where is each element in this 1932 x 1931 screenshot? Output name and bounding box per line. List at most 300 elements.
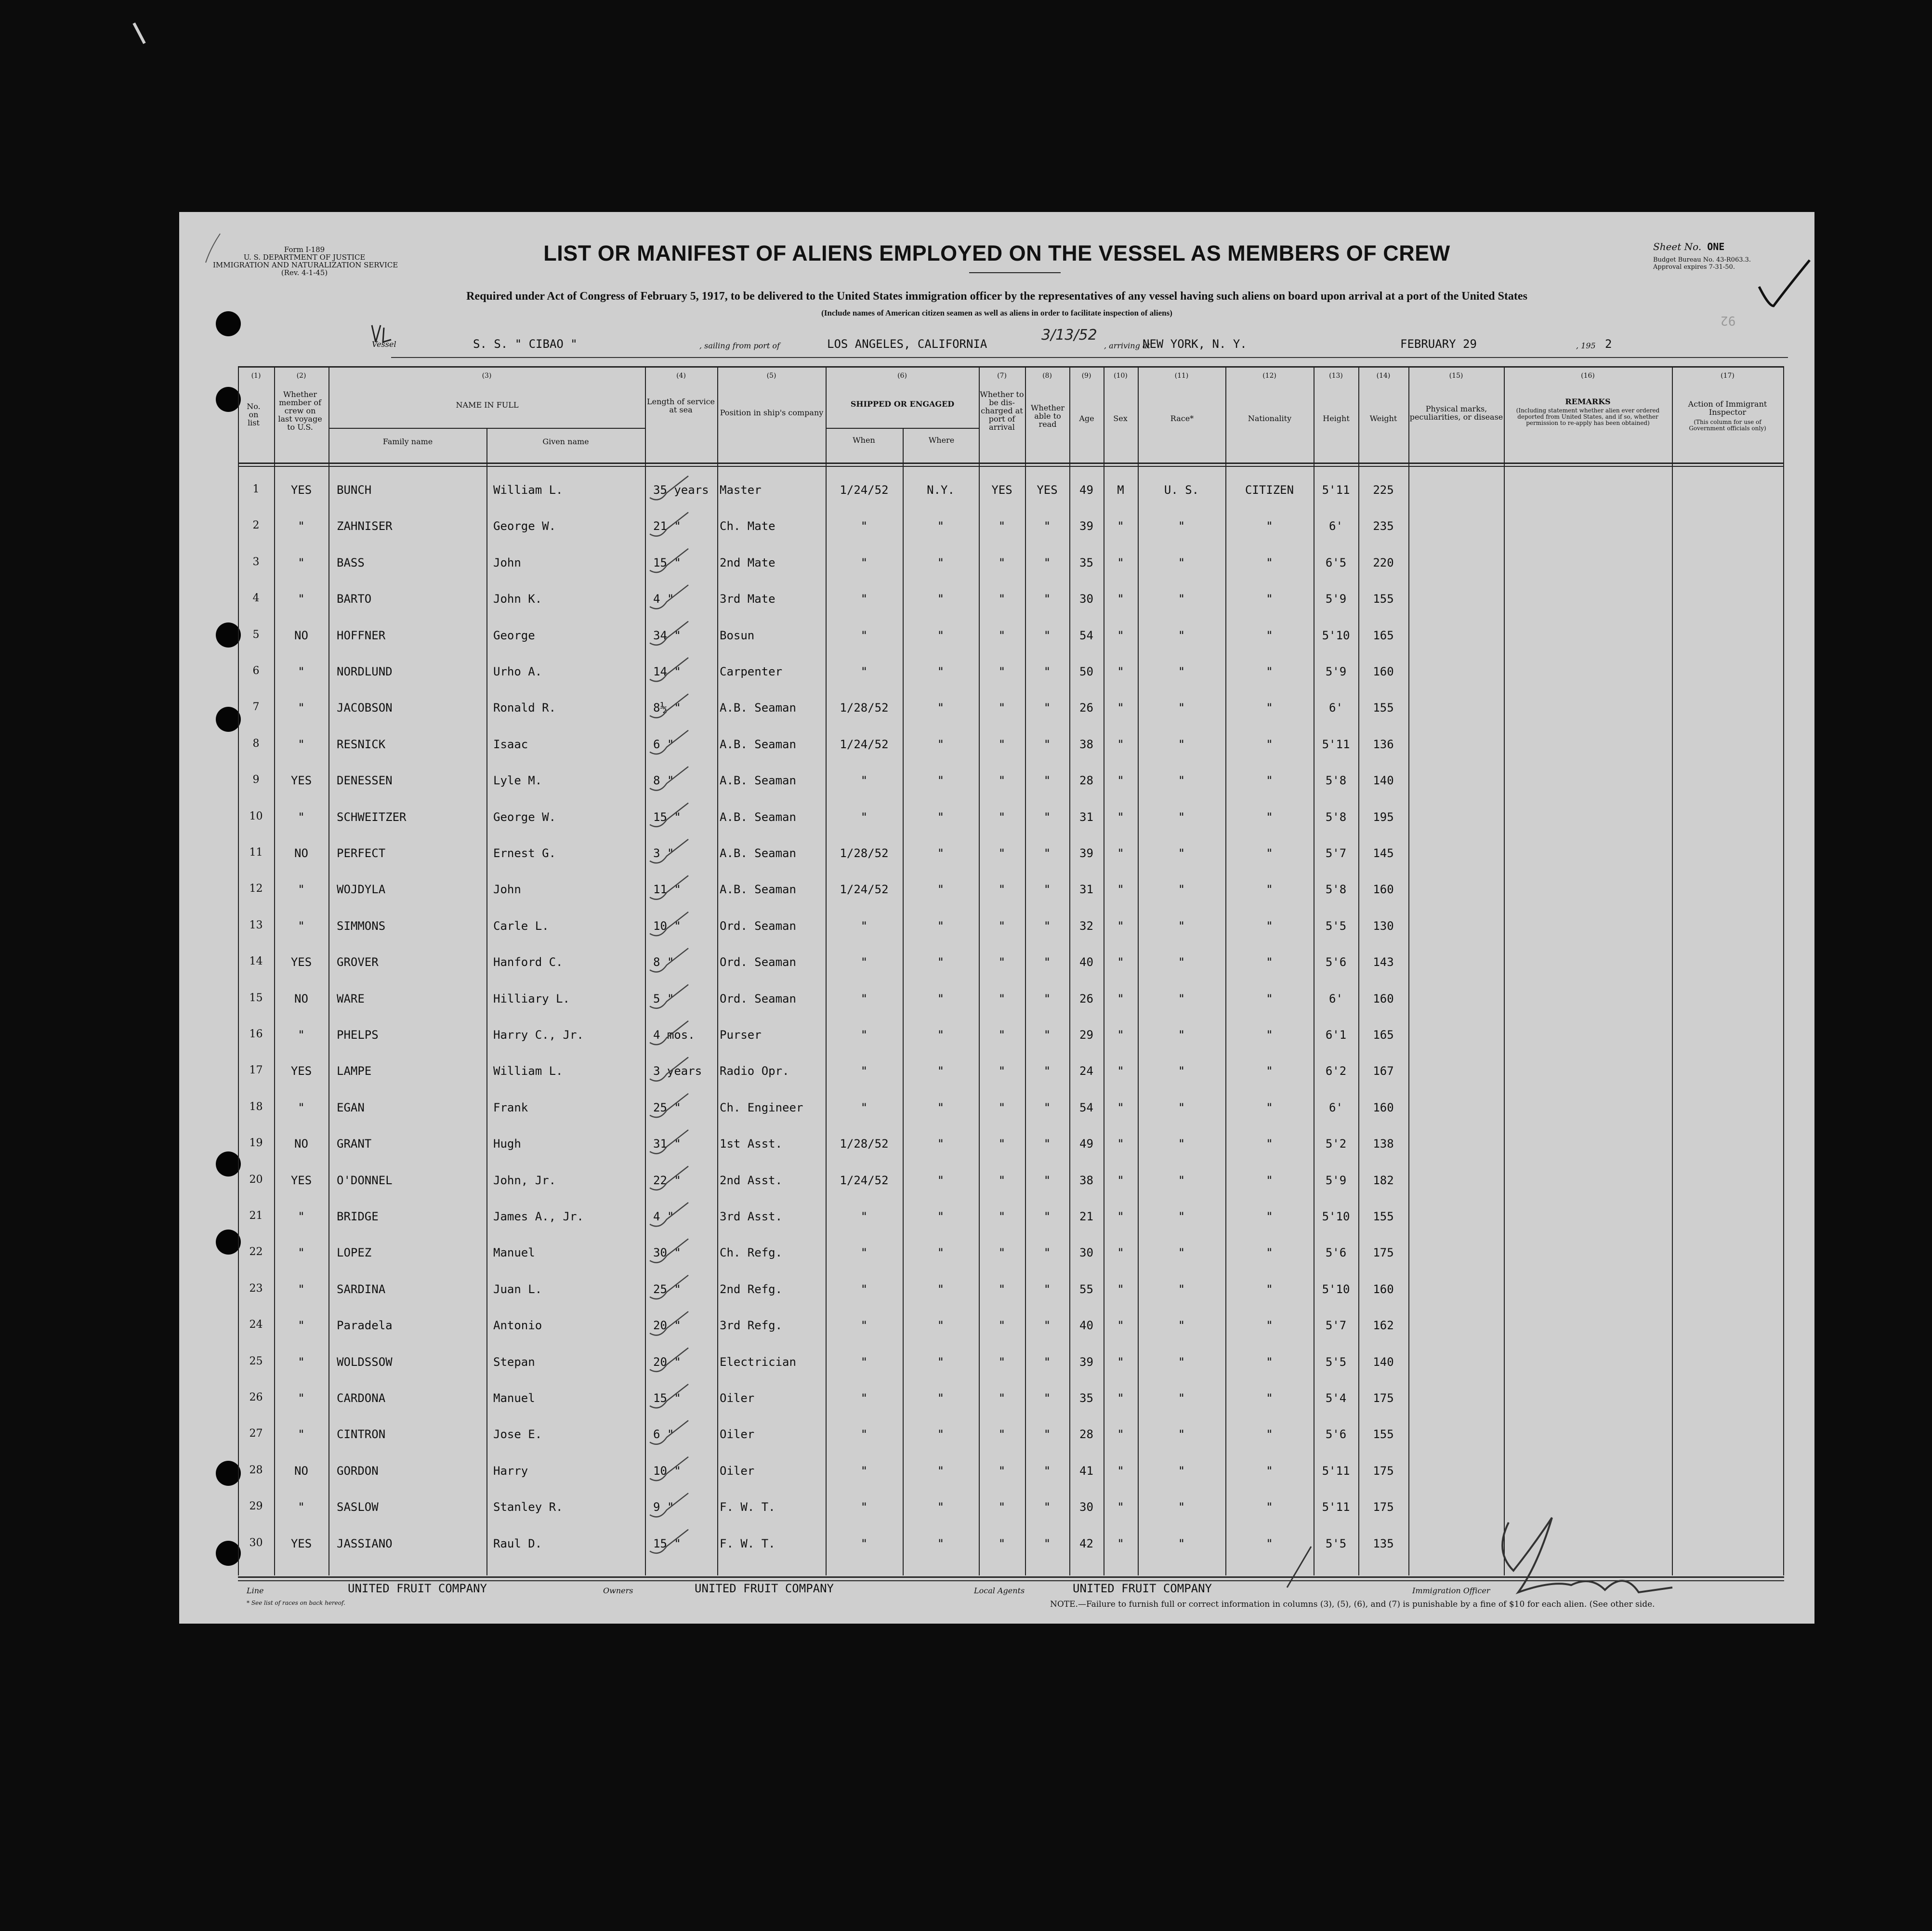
header-discharged: Whether to be dis-charged at port of arrival (980, 390, 1024, 432)
cell-height: 5'7 (1325, 1319, 1347, 1333)
cell-weight: 155 (1373, 1428, 1394, 1442)
cell-length: 14 " (653, 665, 681, 678)
cell-height: 6'1 (1325, 1028, 1347, 1042)
from-port: LOS ANGELES, CALIFORNIA (827, 337, 987, 351)
cell-no: 17 (249, 1064, 263, 1077)
table-top-rule (238, 366, 1784, 368)
cell-age: 38 (1079, 737, 1093, 751)
cell-sex: " (1117, 810, 1124, 824)
cell-when: " (860, 1500, 868, 1514)
cell-height: 5'11 (1322, 483, 1350, 497)
cell-weight: 160 (1373, 992, 1394, 1005)
owners-label: Owners (603, 1586, 633, 1595)
cell-member: " (298, 883, 305, 897)
cell-family: PERFECT (337, 846, 386, 860)
cell-nat: " (1266, 955, 1273, 969)
punch-hole (216, 1541, 241, 1566)
column-number: (13) (1329, 372, 1343, 380)
cell-nat: " (1266, 1355, 1273, 1369)
cell-given: Jose E. (493, 1428, 542, 1442)
cell-weight: 225 (1373, 483, 1394, 497)
column-number: (14) (1376, 372, 1391, 380)
cell-nat: " (1266, 592, 1273, 606)
header-remarks: REMARKS (1565, 397, 1611, 406)
cell-given: Antonio (493, 1319, 542, 1333)
cell-race: " (1178, 992, 1185, 1005)
header-name: NAME IN FULL (456, 400, 519, 410)
cell-disch: " (998, 955, 1006, 969)
cell-where: " (937, 628, 945, 642)
cell-length: 22 " (653, 1173, 681, 1187)
cell-age: 50 (1079, 665, 1093, 678)
cell-given: Raul D. (493, 1536, 542, 1550)
cell-sex: " (1117, 846, 1124, 860)
form-revision: (Rev. 4-1-45) (281, 268, 328, 277)
cell-nat: " (1266, 1210, 1273, 1223)
cell-race: " (1178, 665, 1185, 678)
column-number: (16) (1581, 372, 1595, 380)
cell-member: " (298, 1319, 305, 1333)
cell-nat: " (1266, 883, 1273, 897)
cell-where: " (937, 519, 945, 533)
cell-age: 54 (1079, 1100, 1093, 1114)
cell-position: 3rd Mate (720, 592, 775, 606)
cell-member: NO (294, 1137, 308, 1151)
cell-read: " (1043, 919, 1051, 933)
cell-nat: " (1266, 774, 1273, 788)
cell-given: William L. (493, 1064, 563, 1078)
cell-position: A.B. Seaman (720, 810, 796, 824)
cell-no: 27 (249, 1428, 263, 1440)
agents-label: Local Agents (974, 1586, 1025, 1595)
cell-disch: " (998, 1355, 1006, 1369)
cell-weight: 182 (1373, 1173, 1394, 1187)
cell-where: " (937, 592, 945, 606)
cell-weight: 235 (1373, 519, 1394, 533)
column-number: (9) (1081, 372, 1091, 380)
cell-no: 24 (249, 1319, 263, 1331)
cell-sex: " (1117, 1210, 1124, 1223)
cell-weight: 175 (1373, 1464, 1394, 1478)
cell-sex: " (1117, 992, 1124, 1005)
cell-read: " (1043, 883, 1051, 897)
agents-value: UNITED FRUIT COMPANY (1073, 1582, 1212, 1595)
cell-race: " (1178, 1282, 1185, 1296)
cell-member: YES (290, 1536, 312, 1550)
header-action-sub: (This column for use of Government officials only) (1689, 419, 1766, 432)
cell-member: " (298, 1282, 305, 1296)
cell-family: PHELPS (337, 1028, 379, 1042)
cell-given: Carle L. (493, 919, 549, 933)
column-rule (1783, 366, 1784, 1575)
header-rule (238, 466, 1784, 467)
cell-age: 42 (1079, 1536, 1093, 1550)
cell-no: 16 (249, 1028, 263, 1040)
cell-no: 14 (249, 955, 263, 968)
cell-age: 54 (1079, 628, 1093, 642)
cell-age: 38 (1079, 1173, 1093, 1187)
cell-weight: 165 (1373, 1028, 1394, 1042)
cell-nat: " (1266, 701, 1273, 715)
cell-weight: 143 (1373, 955, 1394, 969)
cell-age: 40 (1079, 955, 1093, 969)
cell-height: 6' (1329, 992, 1343, 1005)
header-physical: Physical marks, peculiarities, or disease (1409, 404, 1503, 422)
cell-age: 26 (1079, 701, 1093, 715)
cell-nat: " (1266, 1428, 1273, 1442)
cell-race: " (1178, 1100, 1185, 1114)
cell-read: " (1043, 1536, 1051, 1550)
cell-race: " (1178, 1210, 1185, 1223)
cell-nat: " (1266, 1100, 1273, 1114)
cell-position: A.B. Seaman (720, 846, 796, 860)
races-note: * See list of races on back hereof. (247, 1600, 345, 1606)
cell-length: 9 " (653, 1500, 674, 1514)
cell-given: Ernest G. (493, 846, 556, 860)
cell-age: 31 (1079, 810, 1093, 824)
cell-no: 6 (252, 665, 260, 677)
vessel-name: S. S. " CIBAO " (473, 337, 578, 351)
crew-table (238, 366, 1784, 1575)
cell-no: 25 (249, 1355, 263, 1367)
cell-height: 6'2 (1325, 1064, 1347, 1078)
cell-disch: YES (991, 483, 1012, 497)
cell-family: CINTRON (337, 1428, 386, 1442)
cell-when: " (860, 1319, 868, 1333)
budget-number: Budget Bureau No. 43-R063.3. (1653, 256, 1751, 264)
cell-no: 8 (252, 737, 260, 750)
cell-no: 20 (249, 1173, 263, 1186)
cell-given: Hilliary L. (493, 992, 570, 1005)
cell-nat: " (1266, 810, 1273, 824)
cell-weight: 165 (1373, 628, 1394, 642)
cell-sex: " (1117, 1282, 1124, 1296)
cell-when: " (860, 774, 868, 788)
cell-age: 39 (1079, 1355, 1093, 1369)
header-where: Where (928, 436, 955, 445)
column-rule (1672, 366, 1673, 1575)
cell-age: 39 (1079, 519, 1093, 533)
cell-family: SASLOW (337, 1500, 379, 1514)
cell-position: Carpenter (720, 665, 783, 678)
cell-no: 12 (249, 883, 263, 895)
pencil-mark-icon (196, 229, 230, 267)
cell-where: " (937, 1028, 945, 1042)
cell-member: " (298, 919, 305, 933)
cell-height: 6' (1329, 701, 1343, 715)
cell-disch: " (998, 1173, 1006, 1187)
header-race: Race* (1170, 414, 1194, 423)
cell-position: 2nd Mate (720, 555, 775, 569)
shipped-subrule (827, 428, 979, 429)
cell-weight: 136 (1373, 737, 1394, 751)
cell-family: JASSIANO (337, 1536, 393, 1550)
header-member: Whether member of crew on last voyage to U.S. (278, 390, 322, 432)
cell-no: 4 (252, 592, 260, 605)
name-subrule (329, 428, 645, 429)
officer-label: Immigration Officer (1412, 1586, 1490, 1595)
cell-read: " (1043, 1173, 1051, 1187)
cell-when: " (860, 1355, 868, 1369)
cell-when: " (860, 1428, 868, 1442)
sheet-value: ONE (1707, 241, 1725, 252)
cell-where: " (937, 955, 945, 969)
cell-age: 29 (1079, 1028, 1093, 1042)
cell-when: 1/24/52 (840, 737, 889, 751)
cell-height: 6'5 (1325, 555, 1347, 569)
cell-race: " (1178, 628, 1185, 642)
cell-position: A.B. Seaman (720, 883, 796, 897)
cell-race: " (1178, 774, 1185, 788)
cell-length: 11 " (653, 883, 681, 897)
cell-member: " (298, 519, 305, 533)
sailing-label: , sailing from port of (699, 341, 780, 350)
cell-member: YES (290, 955, 312, 969)
cell-family: HOFFNER (337, 628, 386, 642)
cell-no: 11 (249, 846, 263, 859)
cell-weight: 135 (1373, 1536, 1394, 1550)
cell-length: 35 years (653, 483, 709, 497)
cell-sex: " (1117, 1064, 1124, 1078)
cell-where: " (937, 1536, 945, 1550)
cell-family: WARE (337, 992, 365, 1005)
cell-read: " (1043, 1246, 1051, 1260)
cell-race: " (1178, 1536, 1185, 1550)
cell-nat: " (1266, 1173, 1273, 1187)
cell-read: YES (1037, 483, 1058, 497)
cell-where: " (937, 774, 945, 788)
cell-family: WOJDYLA (337, 883, 386, 897)
column-number: (15) (1449, 372, 1463, 380)
cell-position: 3rd Refg. (720, 1319, 783, 1333)
cell-no: 28 (249, 1464, 263, 1476)
cell-sex: " (1117, 1428, 1124, 1442)
cell-race: " (1178, 1355, 1185, 1369)
corner-mark: 92 (1721, 313, 1736, 328)
cell-where: " (937, 1428, 945, 1442)
cell-height: 5'8 (1325, 810, 1347, 824)
cell-given: Harry C., Jr. (493, 1028, 584, 1042)
cell-when: 1/28/52 (840, 701, 889, 715)
cell-disch: " (998, 1246, 1006, 1260)
cell-read: " (1043, 737, 1051, 751)
header-family: Family name (382, 437, 433, 446)
cell-sex: " (1117, 883, 1124, 897)
cell-age: 28 (1079, 774, 1093, 788)
cell-weight: 155 (1373, 592, 1394, 606)
cell-age: 49 (1079, 1137, 1093, 1151)
cell-member: " (298, 1028, 305, 1042)
cell-member: " (298, 1428, 305, 1442)
cell-position: Radio Opr. (720, 1064, 789, 1078)
cell-no: 30 (249, 1536, 263, 1549)
cell-disch: " (998, 1137, 1006, 1151)
cell-family: GORDON (337, 1464, 379, 1478)
cell-where: " (937, 1500, 945, 1514)
cell-height: 5'9 (1325, 1173, 1347, 1187)
cell-height: 5'10 (1322, 628, 1350, 642)
punch-hole (216, 1151, 241, 1177)
column-number: (4) (676, 372, 686, 380)
cell-member: YES (290, 1173, 312, 1187)
cell-no: 3 (252, 555, 260, 568)
column-number: (12) (1262, 372, 1276, 380)
header-age: Age (1079, 414, 1094, 423)
cell-height: 5'2 (1325, 1137, 1347, 1151)
cell-age: 32 (1079, 919, 1093, 933)
cell-race: " (1178, 1500, 1185, 1514)
cell-disch: " (998, 883, 1006, 897)
cell-disch: " (998, 592, 1006, 606)
cell-position: Ord. Seaman (720, 919, 796, 933)
column-number: (17) (1721, 372, 1735, 380)
cell-where: " (937, 1355, 945, 1369)
cell-member: " (298, 810, 305, 824)
cell-given: Urho A. (493, 665, 542, 678)
cell-disch: " (998, 665, 1006, 678)
cell-read: " (1043, 592, 1051, 606)
cell-family: LOPEZ (337, 1246, 372, 1260)
cell-race: " (1178, 1246, 1185, 1260)
cell-weight: 220 (1373, 555, 1394, 569)
cell-height: 5'7 (1325, 846, 1347, 860)
cell-nat: " (1266, 1391, 1273, 1405)
cell-sex: " (1117, 919, 1124, 933)
cell-when: " (860, 555, 868, 569)
cell-family: BRIDGE (337, 1210, 379, 1223)
cell-nat: " (1266, 1464, 1273, 1478)
cell-sex: " (1117, 1100, 1124, 1114)
cell-read: " (1043, 1428, 1051, 1442)
cell-read: " (1043, 665, 1051, 678)
cell-given: George W. (493, 810, 556, 824)
cell-position: Oiler (720, 1464, 755, 1478)
cell-family: CARDONA (337, 1391, 386, 1405)
column-number: (6) (897, 372, 907, 380)
cell-sex: " (1117, 1028, 1124, 1042)
cell-family: SARDINA (337, 1282, 386, 1296)
cell-age: 28 (1079, 1428, 1093, 1442)
cell-disch: " (998, 1100, 1006, 1114)
cell-length: 21 " (653, 519, 681, 533)
cell-disch: " (998, 737, 1006, 751)
cell-height: 5'5 (1325, 919, 1347, 933)
cell-height: 5'8 (1325, 774, 1347, 788)
cell-length: 4 mos. (653, 1028, 695, 1042)
cell-position: Oiler (720, 1428, 755, 1442)
column-number: (11) (1174, 372, 1189, 380)
cell-disch: " (998, 1210, 1006, 1223)
year-digit: 2 (1605, 337, 1612, 351)
cell-length: 15 " (653, 810, 681, 824)
cell-when: " (860, 919, 868, 933)
cell-height: 5'6 (1325, 955, 1347, 969)
cell-no: 22 (249, 1246, 263, 1258)
cell-member: " (298, 592, 305, 606)
approval-expiry: Approval expires 7-31-50. (1653, 264, 1735, 271)
cell-length: 20 " (653, 1319, 681, 1333)
cell-length: 6 " (653, 1428, 674, 1442)
cell-read: " (1043, 1028, 1051, 1042)
cell-nat: " (1266, 555, 1273, 569)
cell-family: WOLDSSOW (337, 1355, 393, 1369)
cell-length: 3 years (653, 1064, 702, 1078)
cell-where: " (937, 1173, 945, 1187)
corner-tick-icon (130, 19, 149, 48)
cell-where: " (937, 883, 945, 897)
cell-given: John (493, 555, 521, 569)
cell-length: 15 " (653, 555, 681, 569)
cell-read: " (1043, 1355, 1051, 1369)
cell-nat: " (1266, 1536, 1273, 1550)
cell-weight: 160 (1373, 1282, 1394, 1296)
cell-sex: " (1117, 955, 1124, 969)
header-weight: Weight (1369, 414, 1397, 423)
cell-disch: " (998, 1064, 1006, 1078)
cell-no: 23 (249, 1282, 263, 1295)
column-number: (7) (997, 372, 1007, 380)
cell-member: YES (290, 1064, 312, 1078)
cell-given: Lyle M. (493, 774, 542, 788)
cell-given: Isaac (493, 737, 528, 751)
cell-no: 13 (249, 919, 263, 931)
cell-read: " (1043, 1319, 1051, 1333)
form-number: Form I-189 (284, 245, 325, 254)
cell-given: John, Jr. (493, 1173, 556, 1187)
form-service: IMMIGRATION AND NATURALIZATION SERVICE (213, 261, 398, 269)
cell-length: 8 " (653, 955, 674, 969)
cell-nat: " (1266, 737, 1273, 751)
cell-length: 8 " (653, 774, 674, 788)
form-dept: U. S. DEPARTMENT OF JUSTICE (243, 253, 366, 262)
cell-when: 1/24/52 (840, 883, 889, 897)
cell-sex: " (1117, 701, 1124, 715)
cell-weight: 162 (1373, 1319, 1394, 1333)
cell-no: 21 (249, 1210, 263, 1222)
cell-height: 5'6 (1325, 1428, 1347, 1442)
cell-age: 39 (1079, 846, 1093, 860)
cell-length: 15 " (653, 1536, 681, 1550)
cell-height: 6' (1329, 1100, 1343, 1114)
header-when: When (853, 436, 875, 445)
cell-race: " (1178, 519, 1185, 533)
cell-height: 5'5 (1325, 1355, 1347, 1369)
cell-age: 55 (1079, 1282, 1093, 1296)
cell-read: " (1043, 1391, 1051, 1405)
cell-where: " (937, 1246, 945, 1260)
cell-weight: 175 (1373, 1500, 1394, 1514)
header-length: Length of service at sea (646, 397, 715, 414)
header-no: No. on list (247, 402, 261, 427)
cell-disch: " (998, 774, 1006, 788)
cell-given: George W. (493, 519, 556, 533)
cell-read: " (1043, 555, 1051, 569)
cell-when: " (860, 1100, 868, 1114)
cell-member: NO (294, 846, 308, 860)
cell-sex: " (1117, 628, 1124, 642)
cell-age: 30 (1079, 1500, 1093, 1514)
cell-length: 3 " (653, 846, 674, 860)
cell-family: RESNICK (337, 737, 386, 751)
cell-when: " (860, 1246, 868, 1260)
cell-nat: " (1266, 665, 1273, 678)
cell-position: 1st Asst. (720, 1137, 783, 1151)
cell-member: " (298, 1100, 305, 1114)
cell-given: George (493, 628, 535, 642)
cell-given: John K. (493, 592, 542, 606)
cell-race: " (1178, 592, 1185, 606)
cell-read: " (1043, 628, 1051, 642)
